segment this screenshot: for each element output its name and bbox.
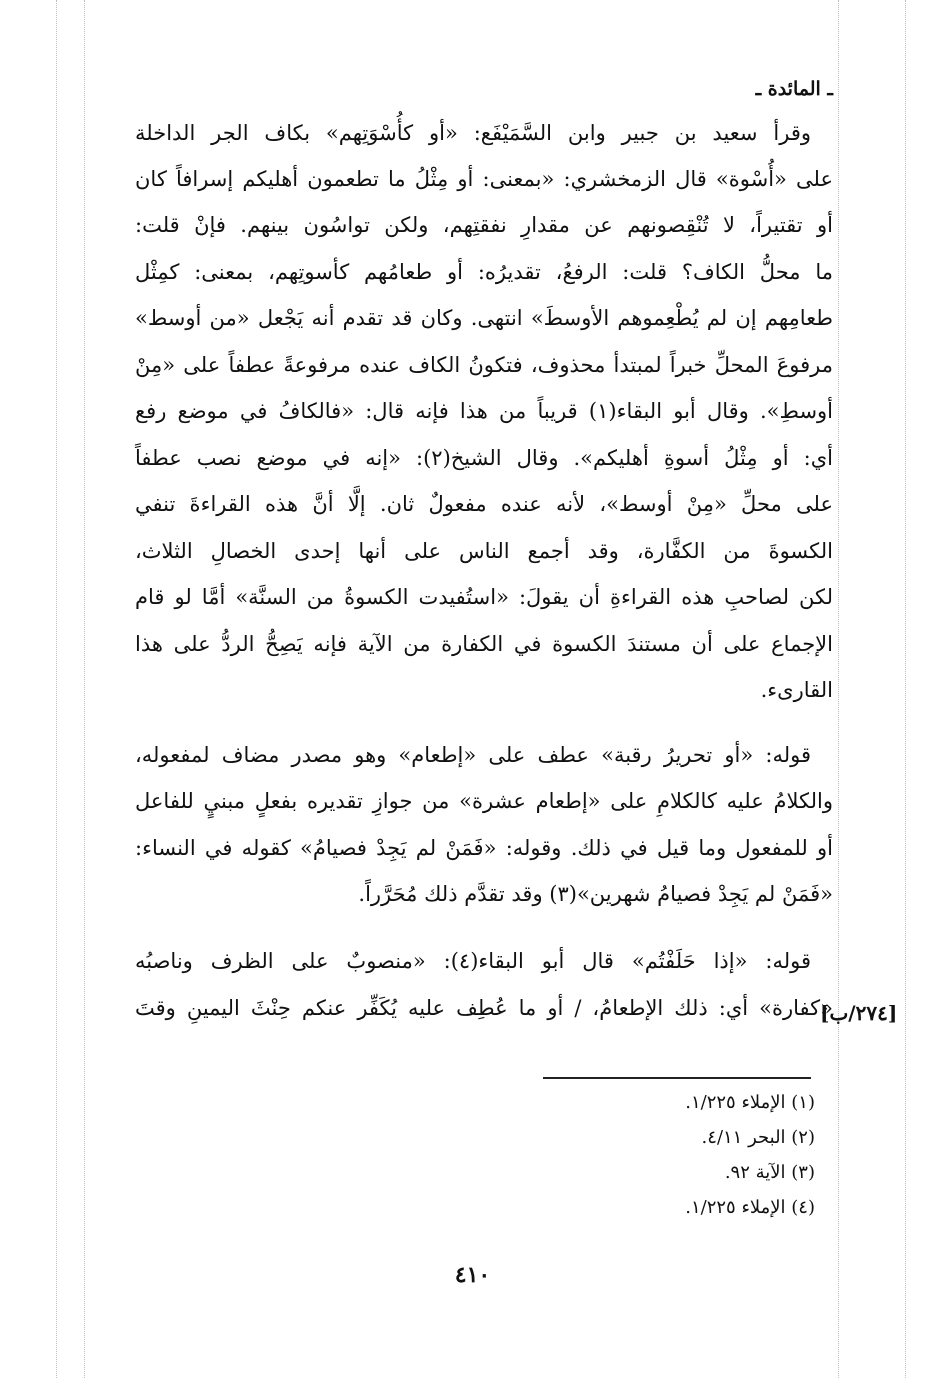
scan-guide-line (84, 0, 85, 1378)
text-line: أي: أو مِثْلُ أسوةِ أهليكم». وقال الشيخ(٢): «إنه في موضع نصب عطفاً (135, 446, 833, 470)
scan-guide-line (838, 0, 839, 1378)
text-line: طعامِهم إن لم يُطْعِموهم الأوسطَ» انتهى. وكان قد تقدم أنه يَجْعل «من أوسط» (135, 306, 833, 330)
footnote: (٣) الآية ٩٢. (724, 1162, 815, 1183)
text-line: أوسطِ». وقال أبو البقاء(١) قريباً من هذا فإنه قال: «فالكافُ في موضع رفع (135, 399, 834, 423)
text-line: القارىء. (760, 678, 833, 702)
scan-guide-line (56, 0, 57, 1378)
text-line: على محلِّ «مِنْ أوسط»، لأنه عنده مفعولٌ ثان. إلَّا أنَّ هذه القراءةَ تنفي (135, 492, 833, 516)
footnote: (٤) الإملاء ١/٢٢٥. (685, 1197, 815, 1218)
text-line: «فَمَنْ لم يَجِدْ فصيامُ شهرين»(٣) وقد تقدَّم ذلك مُحَرَّراً. (358, 882, 833, 906)
text-line: الإجماع على أن مستندَ الكسوة في الكفارة من الآية فإنه يَصِحُّ الردُّ على هذا (135, 632, 833, 656)
text-line: قوله: «إذا حَلَفْتُم» قال أبو البقاء(٤): «منصوبٌ على الظرف وناصبُه (135, 949, 811, 973)
text-line: قوله: «أو تحريرُ رقبة» عطف على «إطعام» وهو مصدر مضاف لمفعوله، (135, 743, 811, 767)
text-line: الكسوةَ من الكفَّارة، وقد أجمع الناس على أنها إحدى الخصالِ الثلاث، (135, 539, 833, 563)
text-line: ما محلُّ الكاف؟ قلت: الرفعُ، تقديرُه: أو طعامُهم كأسوتِهم، بمعنى: كمِثْل (135, 260, 833, 284)
scan-guide-line (905, 0, 906, 1378)
text-line: «كفارة» أي: ذلك الإطعامُ، / أو ما عُطِف عليه يُكَفِّر عنكم حِنْثَ اليمينِ وقتَ (135, 996, 833, 1020)
manuscript-folio-marker: [٢٧٤/ب] (820, 1001, 898, 1025)
text-line: أو للمفعول وما قيل في ذلك. وقوله: «فَمَنْ لم يَجِدْ فصيامُ» كقوله في النساء: (135, 836, 833, 860)
footnote: (٢) البحر ٤/١١. (701, 1127, 815, 1148)
text-line: على «أُسْوة» قال الزمخشري: «بمعنى: أو مِثْلُ ما تطعمون أهليكم إسرافاً كان (135, 167, 833, 191)
footnote-separator (543, 1077, 811, 1079)
running-header: ـ المائدة ـ (755, 78, 833, 100)
text-line: وقرأ سعيد بن جبير وابن السَّمَيْفَع: «أو كأُسْوَتِهم» بكاف الجر الداخلة (135, 121, 811, 145)
text-line: لكن لصاحبِ هذه القراءةِ أن يقولَ: «استُفيدت الكسوةُ من السنَّة» أمَّا لو قام (135, 585, 833, 609)
text-line: مرفوعَ المحلِّ خبراً لمبتدأ محذوف، فتكونُ الكاف عنده مرفوعةً عطفاً على «مِنْ (135, 353, 833, 377)
page-number: ٤١٠ (454, 1262, 491, 1288)
footnote: (١) الإملاء ١/٢٢٥. (685, 1092, 815, 1113)
text-line: أو تقتيراً، لا تُنْقِصونهم عن مقدارِ نفقتِهم، ولكن تواسُون بينهم. فإنْ قلت: (135, 213, 833, 237)
text-line: والكلامُ عليه كالكلامِ على «إطعام عشرة» من جوازِ تقديره بفعلٍ مبنيٍ للفاعل (135, 789, 833, 813)
